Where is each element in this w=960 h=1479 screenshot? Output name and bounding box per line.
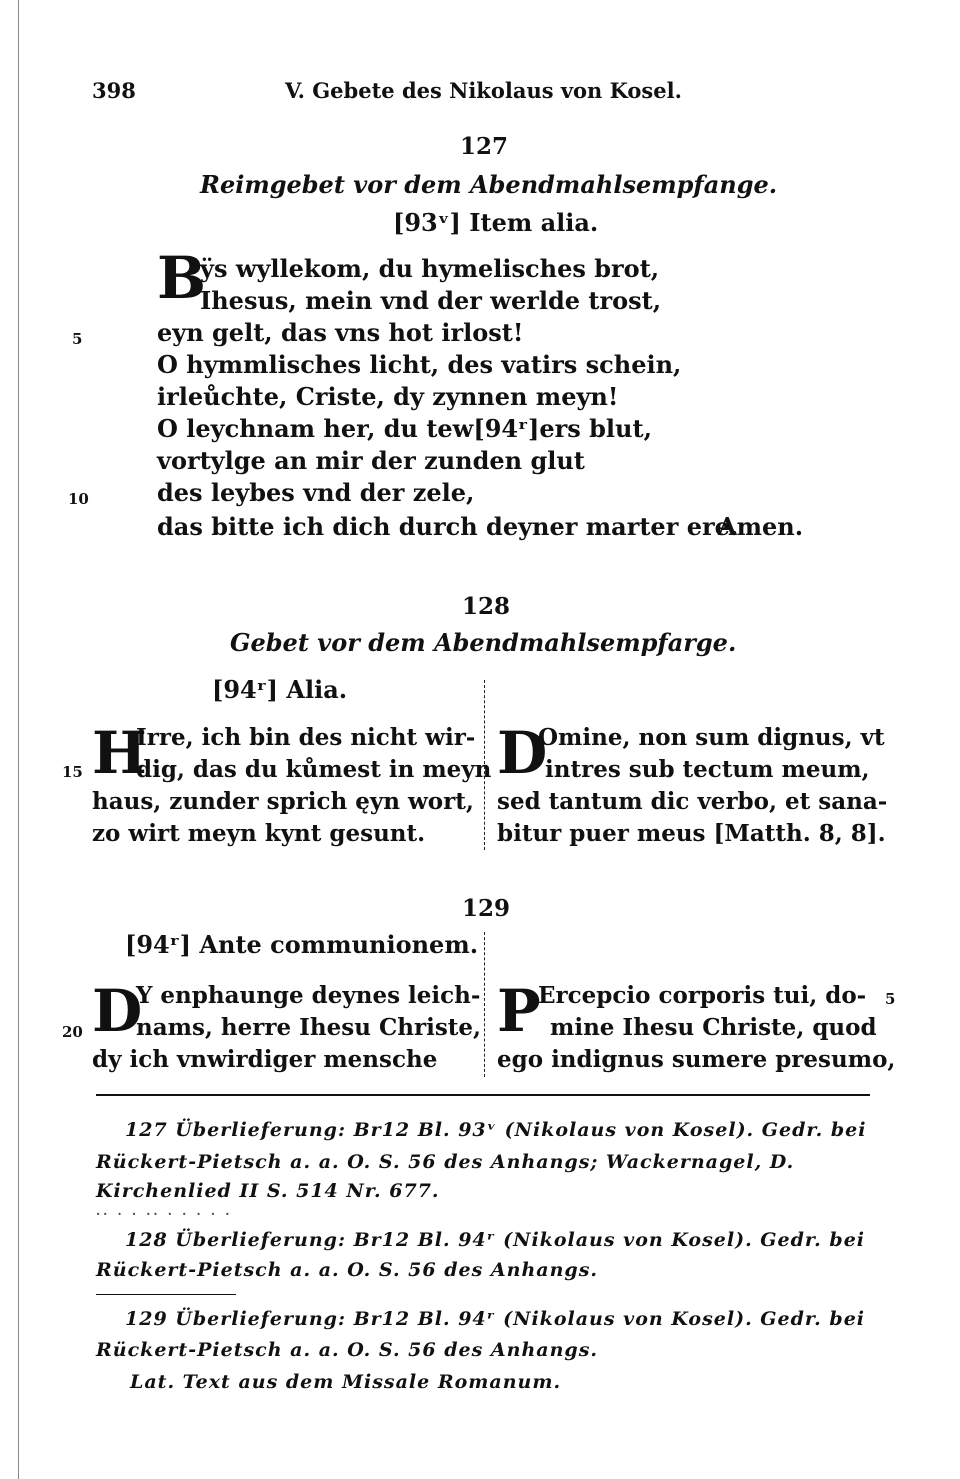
line-number-5-latin: 5 — [885, 990, 896, 1008]
section-title-127: Reimgebet vor dem Abendmahlsempfange. — [200, 170, 778, 199]
separator-dots: .. . . .. . . . . . — [96, 1204, 233, 1218]
line-number-15: 15 — [62, 763, 83, 781]
drop-cap-129-german: D — [92, 977, 143, 1045]
footnote-127-line-2: Rückert-Pietsch a. a. O. S. 56 des Anhangs; Wackernagel, D. — [96, 1151, 795, 1173]
verse-line-4: O hymmlisches licht, des vatirs schein, — [157, 350, 682, 379]
section-title-128: Gebet vor dem Abendmahlsempfarge. — [230, 628, 737, 657]
latin-line-128-2: intres sub tectum meum, — [545, 756, 870, 783]
footnote-129-line-2: Rückert-Pietsch a. a. O. S. 56 des Anhangs. — [96, 1339, 599, 1361]
page-edge-line — [18, 0, 19, 1479]
latin-line-129-1: Ercepcio corporis tui, do- — [538, 982, 867, 1009]
verse-line-5: irleůchte, Criste, dy zynnen meyn! — [157, 382, 619, 411]
drop-cap-127: B — [157, 244, 207, 312]
drop-cap-128-german: H — [92, 719, 147, 787]
column-divider-129 — [484, 932, 485, 1077]
latin-line-128-4: bitur puer meus [Matth. 8, 8]. — [497, 820, 886, 847]
verse-line-1: ÿs wyllekom, du hymelisches brot, — [200, 254, 660, 283]
verse-line-8: des leybes vnd der zele, — [157, 478, 475, 507]
item-label-128: [94ʳ] Alia. — [212, 675, 348, 704]
verse-line-7: vortylge an mir der zunden glut — [157, 446, 585, 475]
footnote-127-line-1: 127 Überlieferung: Br12 Bl. 93ᵛ (Nikolaus von Kosel). Gedr. bei — [125, 1119, 867, 1141]
line-number-5: 5 — [72, 330, 83, 348]
german-line-128-1: Irre, ich bin des nicht wir- — [136, 724, 476, 751]
german-line-129-1: Y enphaunge deynes leich- — [136, 982, 481, 1009]
item-label-129: [94ʳ] Ante communionem. — [125, 930, 479, 959]
verse-line-2: Ihesus, mein vnd der werlde trost, — [200, 286, 662, 315]
section-number-127: 127 — [460, 133, 509, 160]
footnote-separator — [96, 1294, 236, 1295]
footnote-129-line-1: 129 Überlieferung: Br12 Bl. 94ʳ (Nikolaus von Kosel). Gedr. bei — [125, 1308, 865, 1330]
footnote-127-line-3: Kirchenlied II S. 514 Nr. 677. — [96, 1180, 440, 1202]
line-number-10: 10 — [68, 490, 89, 508]
running-title: V. Gebete des Nikolaus von Kosel. — [285, 78, 682, 103]
german-line-128-3: haus, zunder sprich ęyn wort, — [92, 788, 474, 815]
drop-cap-129-latin: P — [497, 977, 541, 1045]
latin-line-128-3: sed tantum dic verbo, et sana- — [497, 788, 888, 815]
german-line-128-4: zo wirt meyn kynt gesunt. — [92, 820, 426, 847]
section-number-129: 129 — [462, 895, 511, 922]
verse-line-9: das bitte ich dich durch deyner marter ere. — [157, 512, 739, 541]
footnote-rule — [96, 1094, 870, 1096]
german-line-129-2: nams, herre Ihesu Christe, — [136, 1014, 482, 1041]
page-number: 398 — [92, 78, 136, 103]
footnote-128-line-2: Rückert-Pietsch a. a. O. S. 56 des Anhangs. — [96, 1259, 599, 1281]
verse-line-3: eyn gelt, das vns hot irlost! — [157, 318, 524, 347]
german-line-128-2: dig, das du kůmest in meyn — [136, 756, 492, 783]
german-line-129-3: dy ich vnwirdiger mensche — [92, 1046, 438, 1073]
latin-line-129-3: ego indignus sumere presumo, — [497, 1046, 896, 1073]
section-number-128: 128 — [462, 593, 511, 620]
item-label-127: [93ᵛ] Item alia. — [393, 208, 599, 237]
footnote-129-line-3: Lat. Text aus dem Missale Romanum. — [130, 1371, 562, 1393]
line-number-20: 20 — [62, 1023, 83, 1041]
footnote-128-line-1: 128 Überlieferung: Br12 Bl. 94ʳ (Nikolaus von Kosel). Gedr. bei — [125, 1229, 865, 1251]
drop-cap-128-latin: D — [497, 719, 548, 787]
verse-amen: Amen. — [718, 512, 804, 541]
verse-line-6: O leychnam her, du tew[94ʳ]ers blut, — [157, 414, 652, 443]
latin-line-129-2: mine Ihesu Christe, quod — [550, 1014, 877, 1041]
latin-line-128-1: Omine, non sum dignus, vt — [538, 724, 885, 751]
